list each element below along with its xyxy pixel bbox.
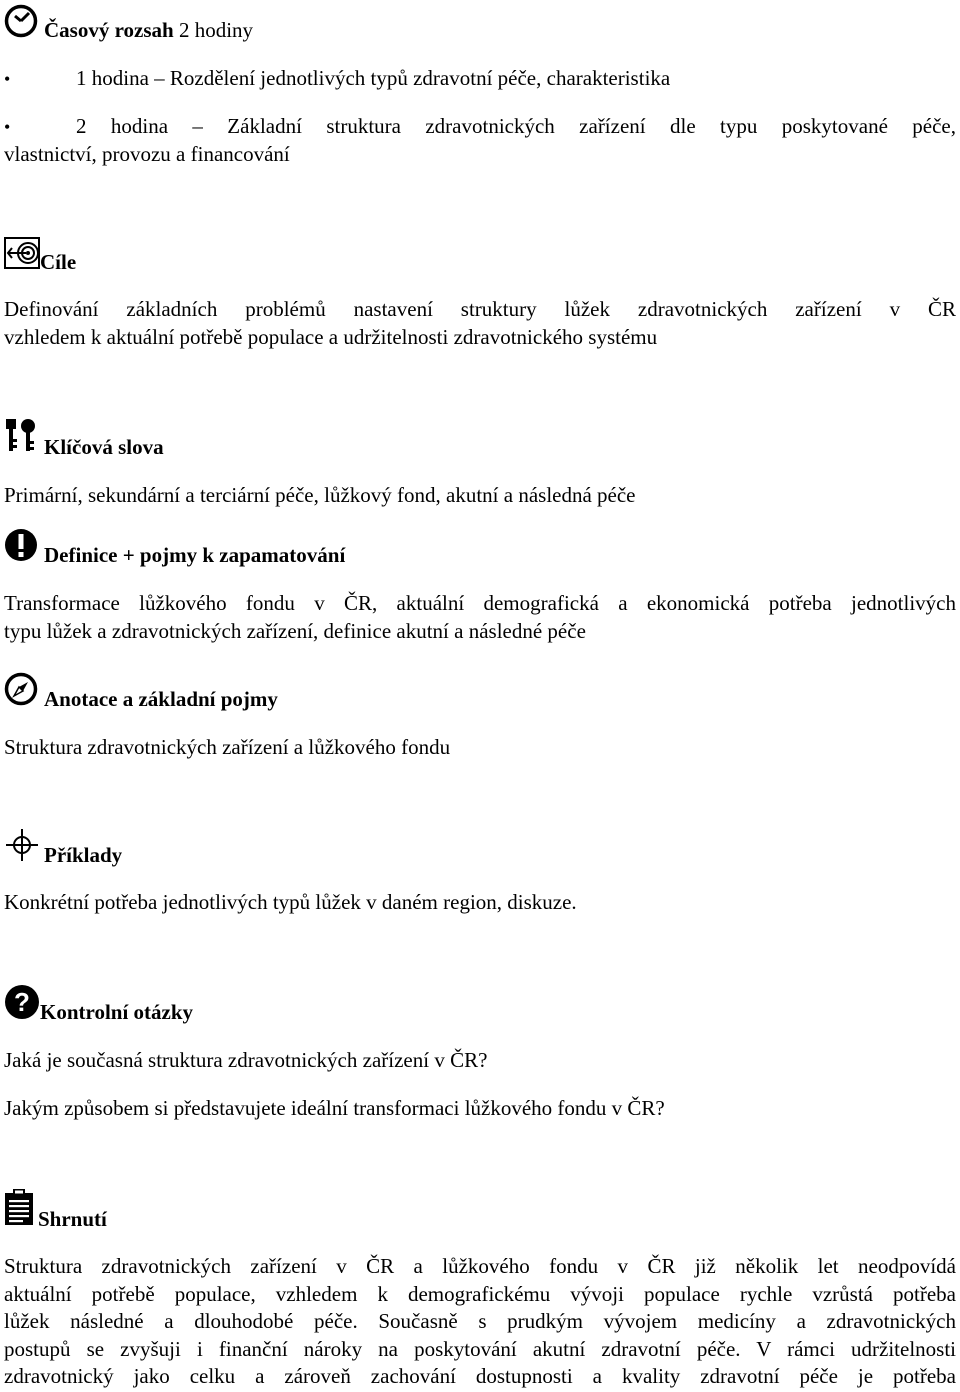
summary-line-3: lůžek následné a dlouhodobé péče. Současně s prudkým vývojem medicíny a zdravotnických — [4, 1309, 956, 1333]
time-range-value: 2 hodiny — [178, 18, 254, 42]
question-1: Jaká je současná struktura zdravotnických zařízení v ČR? — [4, 1048, 488, 1072]
time-range-item-2-cont: vlastnictví, provozu a financování — [4, 142, 290, 166]
time-range-item-1: 1 hodina – Rozdělení jednotlivých typů zdravotní péče, charakteristika — [76, 66, 671, 90]
examples-heading: Příklady — [44, 843, 123, 867]
summary-line-5: zdravotnický jako celku a zároveň zachování dostupnosti a kvality zdravotní péče je potřeba — [4, 1364, 956, 1388]
time-range-heading — [44, 16, 253, 44]
summary-line-2: aktuální potřebě populace, vzhledem k demografickému vývoji populace rychle vzrůstá potřeba — [4, 1282, 956, 1306]
time-range-label: Časový rozsah — [44, 18, 174, 42]
questions-heading: Kontrolní otázky — [40, 1000, 194, 1024]
keywords-text: Primární, sekundární a terciární péče, lůžkový fond, akutní a následná péče — [4, 483, 636, 507]
bullet: • — [4, 117, 11, 137]
goals-line-1: Definování základních problémů nastavení struktury lůžek zdravotnických zařízení v ČR — [4, 297, 956, 321]
time-range-item-2: 2 hodina – Základní struktura zdravotnických zařízení dle typu poskytované péče, — [76, 114, 956, 138]
keys-icon — [4, 417, 40, 455]
annotation-heading: Anotace a základní pojmy — [44, 687, 278, 711]
definitions-line-2: typu lůžek a zdravotnických zařízení, definice akutní a následné péče — [4, 619, 586, 643]
examples-text: Konkrétní potřeba jednotlivých typů lůžek v daném region, diskuze. — [4, 890, 577, 914]
goals-line-2: vzhledem k aktuální potřebě populace a udržitelnosti zdravotnického systému — [4, 325, 658, 349]
summary-line-1: Struktura zdravotnických zařízení v ČR a lůžkového fondu v ČR již několik let neodpovídá — [4, 1254, 956, 1278]
goals-heading: Cíle — [40, 250, 77, 274]
clock-icon — [4, 4, 38, 38]
summary-heading: Shrnutí — [38, 1207, 107, 1231]
svg-text:?: ? — [14, 987, 30, 1017]
definitions-heading: Definice + pojmy k zapamatování — [44, 543, 346, 567]
bullet: • — [4, 69, 11, 89]
crosshair-icon — [4, 827, 40, 863]
compass-icon — [4, 672, 38, 706]
clipboard-icon — [4, 1188, 34, 1226]
keywords-heading: Klíčová slova — [44, 435, 164, 459]
annotation-text: Struktura zdravotnických zařízení a lůžkového fondu — [4, 735, 451, 759]
question-2: Jakým způsobem si představujete ideální transformaci lůžkového fondu v ČR? — [4, 1096, 665, 1120]
summary-line-4: postupů se zvyšuji i finanční nároky na poskytování akutní zdravotní péče. V rámci udržitelnosti — [4, 1337, 956, 1361]
target-icon — [4, 236, 40, 270]
exclamation-icon — [4, 528, 38, 562]
question-icon — [4, 984, 40, 1020]
definitions-line-1: Transformace lůžkového fondu v ČR, aktuální demografická a ekonomická potřeba jednotlivých — [4, 591, 956, 615]
